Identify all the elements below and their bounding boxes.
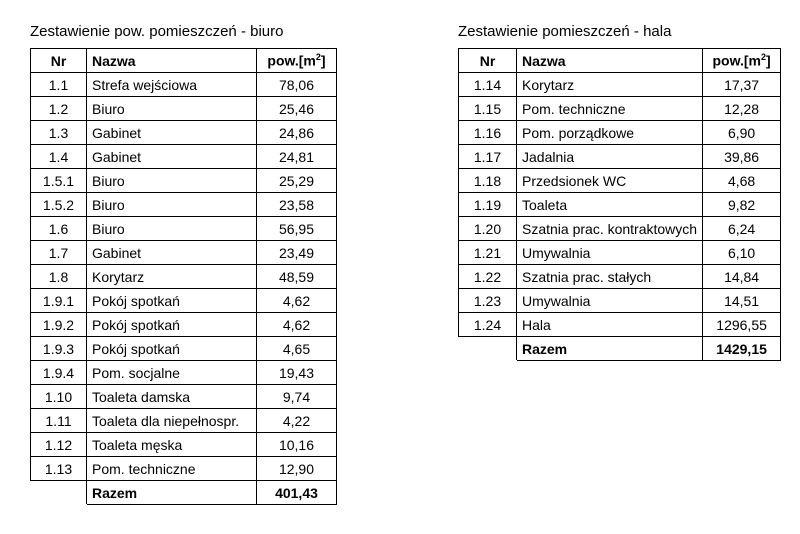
cell-nazwa: Przedsionek WC <box>517 169 703 193</box>
column-header-pow-sup: 2 <box>760 52 766 63</box>
column-header-pow-sup: 2 <box>315 52 321 63</box>
cell-nazwa: Pom. socjalne <box>87 361 257 385</box>
table-row <box>459 73 781 97</box>
cell-pow: 25,29 <box>257 169 337 193</box>
table-row <box>31 265 337 289</box>
column-header-pow-tail: ] <box>766 52 771 69</box>
cell-nazwa: Gabinet <box>87 145 257 169</box>
cell-nazwa: Pokój spotkań <box>87 337 257 361</box>
cell-nr: 1.7 <box>31 241 87 265</box>
cell-pow: 17,37 <box>703 73 781 97</box>
table-header-row <box>31 49 337 73</box>
cell-pow: 4,22 <box>257 409 337 433</box>
table-row <box>31 97 337 121</box>
cell-nazwa: Toaleta <box>517 193 703 217</box>
cell-nr: 1.5.1 <box>31 169 87 193</box>
cell-nazwa: Biuro <box>87 97 257 121</box>
cell-pow: 6,24 <box>703 217 781 241</box>
table-row <box>31 289 337 313</box>
cell-pow: 25,46 <box>257 97 337 121</box>
cell-nr: 1.9.4 <box>31 361 87 385</box>
cell-pow: 19,43 <box>257 361 337 385</box>
cell-nr: 1.15 <box>459 97 517 121</box>
cell-pow: 4,62 <box>257 313 337 337</box>
cell-nr: 1.17 <box>459 145 517 169</box>
table-total-row <box>31 481 337 505</box>
cell-nazwa: Pom. techniczne <box>517 97 703 121</box>
cell-nr: 1.23 <box>459 289 517 313</box>
cell-nr: 1.4 <box>31 145 87 169</box>
cell-nazwa: Korytarz <box>87 265 257 289</box>
table-row <box>31 145 337 169</box>
cell-nr: 1.10 <box>31 385 87 409</box>
table-row <box>31 121 337 145</box>
column-header-pow-tail: ] <box>320 52 326 69</box>
cell-nazwa: Pom. techniczne <box>87 457 257 481</box>
cell-nr: 1.9.2 <box>31 313 87 337</box>
cell-pow: 24,86 <box>257 121 337 145</box>
cell-nr: 1.20 <box>459 217 517 241</box>
cell-nr: 1.14 <box>459 73 517 97</box>
cell-pow: 23,49 <box>257 241 337 265</box>
cell-pow: 48,59 <box>257 265 337 289</box>
cell-nr: 1.12 <box>31 433 87 457</box>
column-header-nazwa: Nazwa <box>517 49 703 73</box>
table-row <box>459 97 781 121</box>
cell-nr: 1.6 <box>31 217 87 241</box>
total-area: 401,43 <box>257 481 337 505</box>
cell-nr: 1.19 <box>459 193 517 217</box>
table-row <box>31 169 337 193</box>
table-row <box>459 145 781 169</box>
table-row <box>31 433 337 457</box>
cell-pow: 9,82 <box>703 193 781 217</box>
cell-nazwa: Toaleta damska <box>87 385 257 409</box>
cell-pow: 4,62 <box>257 289 337 313</box>
column-header-pow-base: pow.[m <box>712 52 761 69</box>
table-body-hala <box>459 73 781 361</box>
room-table-biuro <box>30 48 337 505</box>
cell-nazwa: Jadalnia <box>517 145 703 169</box>
table-title-biuro: Zestawienie pow. pomieszczeń - biuro <box>30 23 284 40</box>
table-row <box>31 337 337 361</box>
cell-nazwa: Pom. porządkowe <box>517 121 703 145</box>
cell-nr: 1.9.3 <box>31 337 87 361</box>
cell-nr: 1.3 <box>31 121 87 145</box>
cell-nr: 1.9.1 <box>31 289 87 313</box>
cell-pow: 9,74 <box>257 385 337 409</box>
cell-pow: 1296,55 <box>703 313 781 337</box>
table-row <box>459 241 781 265</box>
total-blank-cell <box>459 337 517 361</box>
cell-pow: 4,65 <box>257 337 337 361</box>
table-header-hala <box>459 49 781 73</box>
cell-nr: 1.1 <box>31 73 87 97</box>
table-row <box>31 241 337 265</box>
table-row <box>31 385 337 409</box>
table-block-biuro <box>30 22 337 505</box>
cell-nr: 1.21 <box>459 241 517 265</box>
cell-nazwa: Pokój spotkań <box>87 313 257 337</box>
cell-nazwa: Pokój spotkań <box>87 289 257 313</box>
cell-nazwa: Hala <box>517 313 703 337</box>
column-header-nr: Nr <box>459 49 517 73</box>
room-table-hala <box>458 48 781 361</box>
cell-nazwa: Szatnia prac. kontraktowych <box>517 217 703 241</box>
cell-pow: 10,16 <box>257 433 337 457</box>
table-row <box>31 193 337 217</box>
cell-nazwa: Toaleta dla niepełnospr. <box>87 409 257 433</box>
cell-nr: 1.13 <box>31 457 87 481</box>
cell-nr: 1.24 <box>459 313 517 337</box>
table-row <box>31 361 337 385</box>
total-area: 1429,15 <box>703 337 781 361</box>
table-body-biuro <box>31 73 337 505</box>
cell-nazwa: Biuro <box>87 169 257 193</box>
cell-pow: 39,86 <box>703 145 781 169</box>
cell-pow: 14,84 <box>703 265 781 289</box>
cell-nazwa: Biuro <box>87 193 257 217</box>
cell-nr: 1.11 <box>31 409 87 433</box>
column-header-pow <box>703 49 781 73</box>
column-header-pow-base: pow.[m <box>267 52 316 69</box>
cell-pow: 56,95 <box>257 217 337 241</box>
cell-pow: 12,90 <box>257 457 337 481</box>
cell-pow: 23,58 <box>257 193 337 217</box>
table-row <box>459 265 781 289</box>
table-header-biuro <box>31 49 337 73</box>
cell-pow: 78,06 <box>257 73 337 97</box>
cell-nazwa: Biuro <box>87 217 257 241</box>
cell-nr: 1.2 <box>31 97 87 121</box>
table-row <box>459 289 781 313</box>
table-row <box>31 313 337 337</box>
cell-nazwa: Gabinet <box>87 241 257 265</box>
cell-nazwa: Strefa wejściowa <box>87 73 257 97</box>
column-header-pow <box>257 49 337 73</box>
cell-pow: 24,81 <box>257 145 337 169</box>
cell-nazwa: Toaleta męska <box>87 433 257 457</box>
cell-nazwa: Gabinet <box>87 121 257 145</box>
cell-pow: 6,90 <box>703 121 781 145</box>
table-header-row <box>459 49 781 73</box>
table-total-row <box>459 337 781 361</box>
cell-nr: 1.16 <box>459 121 517 145</box>
table-row <box>459 193 781 217</box>
table-row <box>31 409 337 433</box>
cell-nr: 1.8 <box>31 265 87 289</box>
cell-nazwa: Umywalnia <box>517 289 703 313</box>
table-title-hala: Zestawienie pomieszczeń - hala <box>458 23 672 40</box>
table-row <box>459 169 781 193</box>
table-row <box>31 217 337 241</box>
cell-nr: 1.18 <box>459 169 517 193</box>
table-row <box>31 457 337 481</box>
total-label: Razem <box>517 337 703 361</box>
cell-nazwa: Szatnia prac. stałych <box>517 265 703 289</box>
table-block-hala <box>458 22 781 361</box>
cell-pow: 14,51 <box>703 289 781 313</box>
cell-nr: 1.22 <box>459 265 517 289</box>
cell-pow: 6,10 <box>703 241 781 265</box>
column-header-nr: Nr <box>31 49 87 73</box>
table-row <box>459 121 781 145</box>
column-header-nazwa: Nazwa <box>87 49 257 73</box>
cell-nazwa: Korytarz <box>517 73 703 97</box>
total-label: Razem <box>87 481 257 505</box>
cell-nazwa: Umywalnia <box>517 241 703 265</box>
table-row <box>459 217 781 241</box>
table-row <box>31 73 337 97</box>
cell-pow: 4,68 <box>703 169 781 193</box>
total-blank-cell <box>31 481 87 505</box>
table-row <box>459 313 781 337</box>
cell-nr: 1.5.2 <box>31 193 87 217</box>
cell-pow: 12,28 <box>703 97 781 121</box>
